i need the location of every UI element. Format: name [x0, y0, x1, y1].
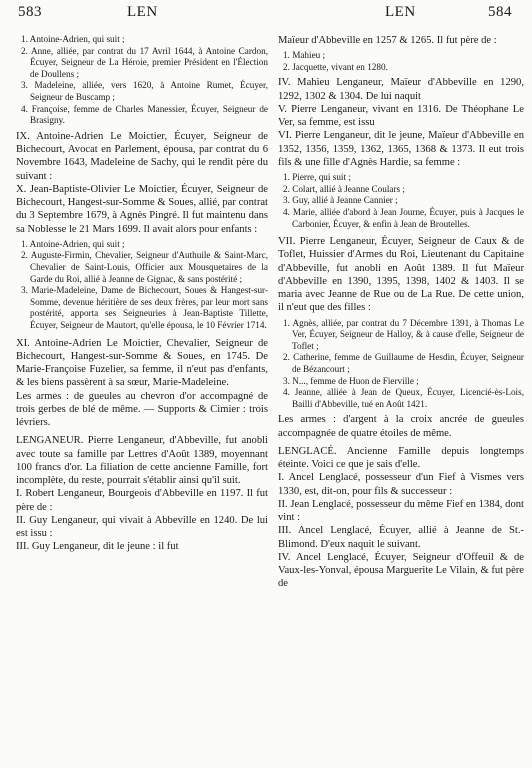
- paragraph: I. Ancel Lenglacé, possesseur d'un Fief à Vismes vers 1330, est, dit-on, pour fils & successeur :: [278, 472, 524, 497]
- list-item: 1. Agnès, alliée, par contrat du 7 Décembre 1391, à Thomas Le Ver, Écuyer, Seigneur de Halloy, & à cause d'elle, Seigneur de Toflet ;: [283, 317, 524, 351]
- list-item: 3. Marie-Madeleine, Dame de Bichecourt, Soues & Hangest-sur-Somme, devenue héritière de ses deux frères, par leur mort sans postérité, apporta ses Seigneuries à Jean-Baptiste Tillette, Écuyer, Seigneur de Mautort, qu'elle épousa, le 10 Février 1714.: [21, 285, 268, 330]
- left-page-number: 583: [18, 4, 42, 20]
- list-item: 3. Guy, allié à Jeanne Cannier ;: [283, 195, 398, 206]
- paragraph: XI. Antoine-Adrien Le Moictier, Chevalier, Seigneur de Bichecourt, Hangest-sur-Somme & Soues, en 1745. De Marie-Françoise Fuzelier, sa femme, il n'eut pas d'enfants, & les biens passèrent à sa sœur, Marie-Madeleine.: [16, 337, 268, 389]
- paragraph: VII. Pierre Lenganeur, Écuyer, Seigneur de Caux & de Toflet, Huissier d'Armes du Roi, Lieutenant du Capitaine d'Abbeville, fut anobli en Août 1389. Il fut Maïeur d'Abbeville en 1390, 1395, 1398, 1402 & 1403. Il se maria avec Jeanne de Rue ou de La Rue. De cette union, il n'eut que des filles :: [278, 236, 524, 314]
- list-item: 4. Françoise, femme de Charles Manessier, Écuyer, Seigneur de Brasigny.: [21, 103, 268, 126]
- list-item: 4. Jeanne, alliée à Jean de Queux, Écuyer, Licencié-ès-Lois, Bailli d'Abbeville, tué en Août 1421.: [283, 387, 524, 409]
- paragraph: Les armes : d'argent à la croix ancrée de gueules accompagnée de quatre étoiles de même.: [278, 414, 524, 439]
- left-running-title: LEN: [127, 4, 158, 20]
- paragraph: X. Jean-Baptiste-Olivier Le Moictier, Écuyer, Seigneur de Bichecourt, Hangest-sur-Somme & Soues, allié, par contrat du 3 Septembre 1679, à Agnès Pingré. Il fut maintenu dans sa Noblesse le 21 Mars 1699. Il avait alors pour enfants :: [16, 183, 268, 235]
- list-item: 3. N..., femme de Huon de Fierville ;: [283, 375, 419, 386]
- right-page-number: 584: [488, 4, 512, 20]
- list-item: 3. Madeleine, alliée, vers 1620, à Antoine Rumet, Écuyer, Seigneur de Buscamp ;: [21, 80, 268, 102]
- page-header: [0, 4, 532, 34]
- paragraph: IV. Ancel Lenglacé, Écuyer, Seigneur d'Offeuil & de Vaux-les-Yonval, épousa Marguerite Le Vilain, & fut père de: [278, 551, 524, 590]
- paragraph: III. Guy Lenganeur, dit le jeune : il fut: [16, 541, 179, 553]
- right-column: [278, 34, 524, 591]
- list-item: 2. Anne, alliée, par contrat du 17 Avril 1644, à Antoine Cardon, Écuyer, Seigneur de La Héroie, premier Président en l'Élection de Doullens ;: [21, 45, 268, 79]
- list-item: 2. Colart, allié à Jeanne Coulars ;: [283, 183, 405, 194]
- paragraph: Les armes : de gueules au chevron d'or accompagné de trois gerbes de blé de même. — Supports & Cimier : trois lévriers.: [16, 390, 268, 428]
- left-column: [16, 34, 268, 554]
- paragraph: IV. Mahieu Lenganeur, Maïeur d'Abbeville en 1290, 1292, 1302 & 1304. De lui naquit: [278, 77, 524, 102]
- list-item: 4. Marie, alliée d'abord à Jean Journe, Écuyer, puis à Jacques le Carbonier, Écuyer, & enfin à Jean de Broutelles.: [283, 206, 524, 229]
- list-item: 2. Catherine, femme de Guillaume de Hesdin, Écuyer, Seigneur de Bézancourt ;: [283, 352, 524, 375]
- paragraph: V. Pierre Lenganeur, vivant en 1316. De Théophane Le Ver, sa femme, est issu: [278, 103, 524, 129]
- paragraph: II. Guy Lenganeur, qui vivait à Abbeville en 1240. De lui est issu :: [16, 514, 268, 539]
- paragraph: IX. Antoine-Adrien Le Moictier, Écuyer, Seigneur de Bichecourt, Avocat en Parlement, épousa, par contrat du 6 Novembre 1643, Madeleine de Sachy, qui le rendit père du suivant :: [16, 130, 268, 182]
- list-item: 1. Mahieu ;: [283, 50, 326, 61]
- paragraph: Maïeur d'Abbeville en 1257 & 1265. Il fut père de :: [278, 35, 497, 46]
- paragraph: II. Jean Lenglacé, possesseur du même Fief en 1384, dont vint :: [278, 498, 524, 524]
- list-item: 2. Jacquette, vivant en 1280.: [283, 61, 388, 72]
- list-item: 1. Antoine-Adrien, qui suit ;: [21, 238, 125, 249]
- paragraph: I. Robert Lenganeur, Bourgeois d'Abbeville en 1197. Il fut père de :: [16, 488, 268, 513]
- right-running-title: LEN: [385, 4, 416, 20]
- list-item: 1. Antoine-Adrien, qui suit ;: [21, 34, 125, 44]
- list-item: 1. Pierre, qui suit ;: [283, 172, 351, 183]
- paragraph: LENGLACÉ. Ancienne Famille depuis longtemps éteinte. Voici ce que je sais d'elle.: [278, 445, 524, 471]
- paragraph: LENGANEUR. Pierre Lenganeur, d'Abbeville, fut anobli avec toute sa famille par Lettres d'Août 1389, moyennant 100 francs d'or. La filiation de cette ancienne Famille, fort incomplète, du reste, pourrait s'établir ainsi qu'il suit.: [16, 435, 268, 486]
- paragraph: III. Ancel Lenglacé, Écuyer, allié à Jeanne de St.-Blimond. D'eux naquit le suivant.: [278, 525, 524, 550]
- list-item: 2. Auguste-Firmin, Chevalier, Seigneur d'Authuile & Saint-Marc, Chevalier de Saint-Louis, Officier aux Mousquetaires de la Garde du Roi, allié à Jeanne de Gignac, & sans postérité ;: [21, 250, 268, 284]
- paragraph: VI. Pierre Lenganeur, dit le jeune, Maïeur d'Abbeville en 1352, 1356, 1359, 1362, 1365, 1368 & 1373. Il eut trois fils & une fille d'Agnès Hardie, sa femme :: [278, 130, 524, 168]
